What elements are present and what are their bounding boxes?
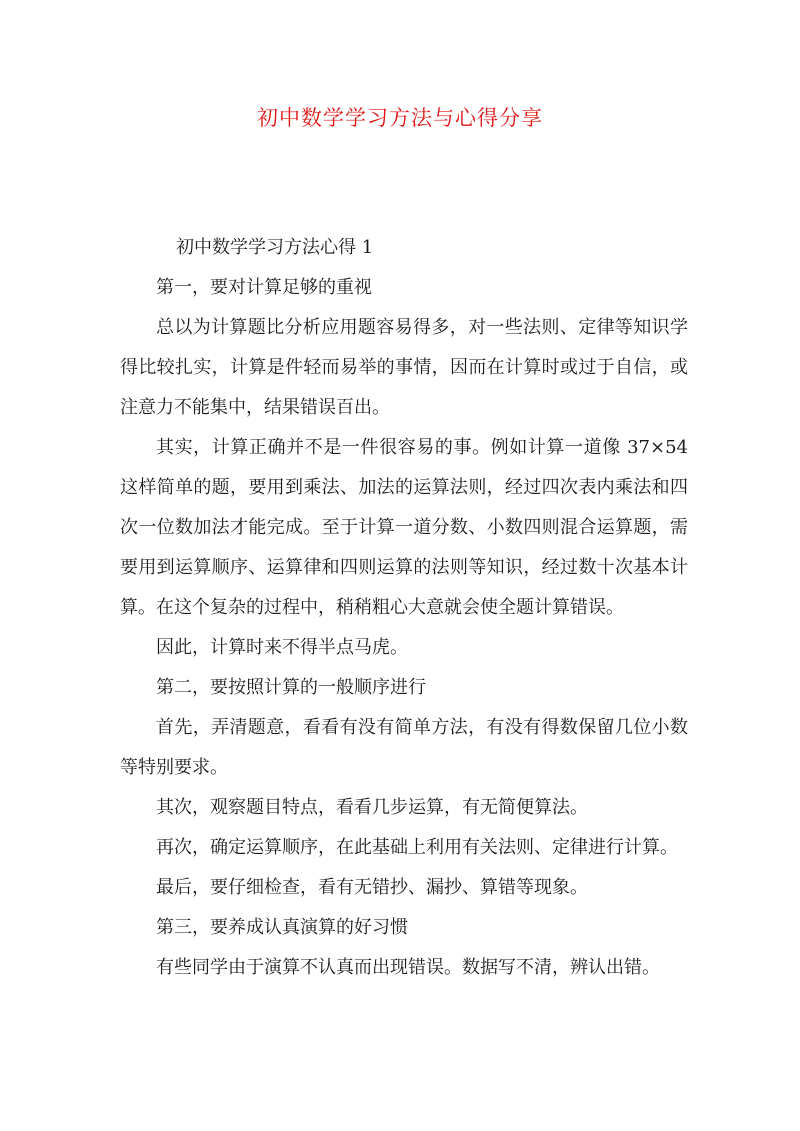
paragraph: 最后，要仔细检查，看有无错抄、漏抄、算错等现象。 [156, 877, 588, 898]
section-heading: 初中数学学习方法心得 1 [176, 237, 374, 258]
paragraph: 第三，要养成认真演算的好习惯 [156, 917, 408, 938]
paragraph: 有些同学由于演算不认真而出现错误。数据写不清，辨认出错。 [156, 957, 660, 978]
paragraph: 第一，要对计算足够的重视 [156, 277, 372, 298]
paragraph: 首先，弄清题意，看看有没有简单方法，有没有得数保留几位小数等特别要求。 [120, 717, 688, 778]
paragraph: 因此，计算时来不得半点马虎。 [156, 637, 408, 658]
paragraph: 第二，要按照计算的一般顺序进行 [156, 677, 426, 698]
paragraph: 再次，确定运算顺序，在此基础上利用有关法则、定律进行计算。 [156, 837, 678, 858]
document-body [120, 228, 688, 988]
paragraph: 其次，观察题目特点，看看几步运算，有无简便算法。 [156, 797, 588, 818]
document-title: 初中数学学习方法与心得分享 [257, 106, 543, 130]
paragraph: 其实，计算正确并不是一件很容易的事。例如计算一道像 37×54 这样简单的题，要用到乘法、加法的运算法则，经过四次表内乘法和四次一位数加法才能完成。至于计算一道分数、小数四则混合运算题，需要用到运算顺序、运算律和四则运算的法则等知识，经过数十次基本计算。在这个复杂的过程中，稍稍粗心大意就会使全题计算错误。 [120, 437, 688, 618]
paragraph: 总以为计算题比分析应用题容易得多，对一些法则、定律等知识学得比较扎实，计算是件轻而易举的事情，因而在计算时或过于自信，或注意力不能集中，结果错误百出。 [120, 317, 688, 418]
